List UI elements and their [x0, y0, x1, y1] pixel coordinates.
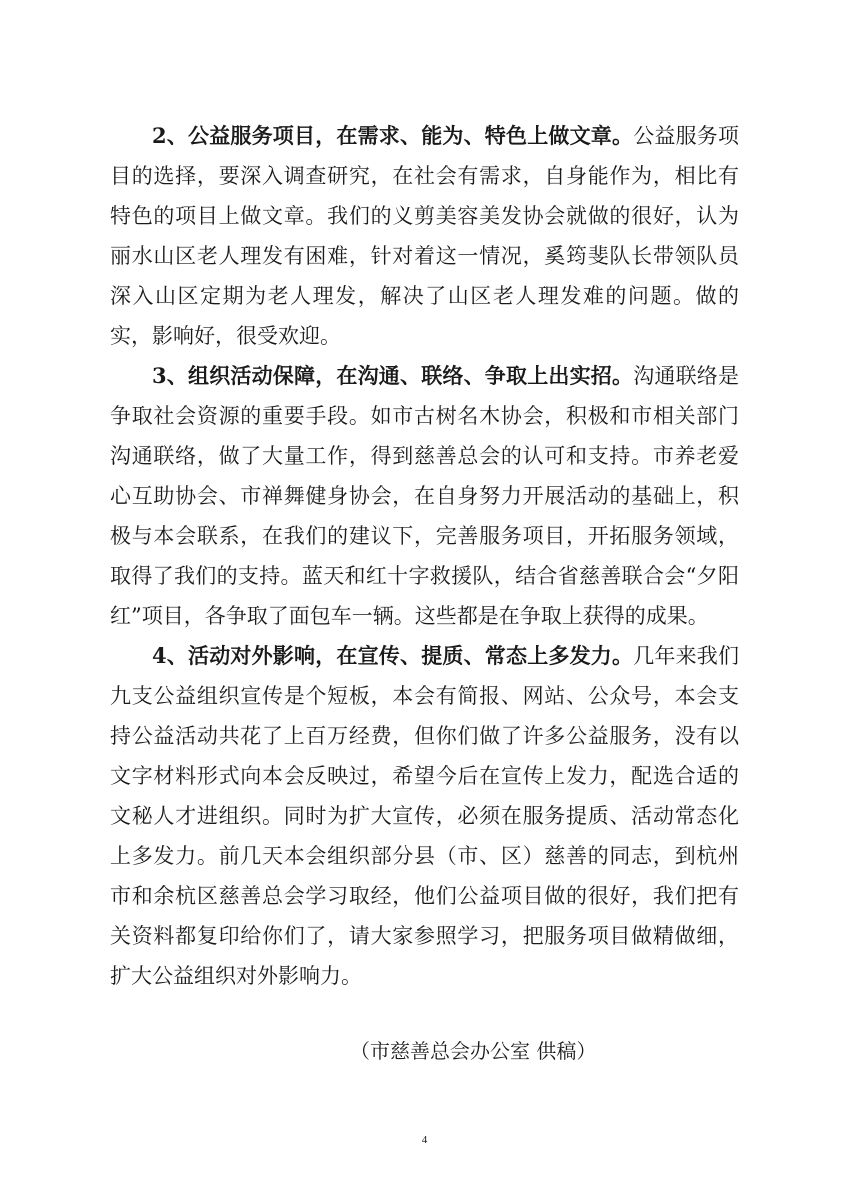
- paragraph-3: [110, 356, 739, 636]
- paragraph-3-text: 沟通联络是争取社会资源的重要手段。如市古树名木协会，积极和市相关部门沟通联络，做了大量工作，得到慈善总会的认可和支持。市养老爱心互助协会、市禅舞健身协会，在自身努力开展活动的基础上，积极与本会联系，在我们的建议下，完善服务项目，开拓服务领域，取得了我们的支持。蓝天和红十字救援队，结合省慈善联合会“夕阳红”项目，各争取了面包车一辆。这些都是在争取上获得的成果。: [110, 364, 739, 628]
- page-number: 4: [421, 1134, 428, 1146]
- paragraph-2-text: 公益服务项目的选择，要深入调查研究，在社会有需求，自身能作为，相比有特色的项目上做文章。我们的义剪美容美发协会就做的很好，认为丽水山区老人理发有困难，针对着这一情况，奚筠斐队长带领队员深入山区定期为老人理发，解决了山区老人理发难的问题。做的实，影响好，很受欢迎。: [110, 124, 739, 348]
- paragraph-4: [110, 636, 739, 996]
- paragraph-4-heading: 4、活动对外影响，在宣传、提质、常态上多发力。: [152, 643, 634, 668]
- body-text: [110, 116, 739, 996]
- source-attribution: （市慈善总会办公室 供稿）: [350, 1039, 597, 1063]
- paragraph-4-text: 几年来我们九支公益组织宣传是个短板，本会有简报、网站、公众号，本会支持公益活动共花了上百万经费，但你们做了许多公益服务，没有以文字材料形式向本会反映过，希望今后在宣传上发力，配选合适的文秘人才进组织。同时为扩大宣传，必须在服务提质、活动常态化上多发力。前几天本会组织部分县（市、区）慈善的同志，到杭州市和余杭区慈善总会学习取经，他们公益项目做的很好，我们把有关资料都复印给你们了，请大家参照学习，把服务项目做精做细，扩大公益组织对外影响力。: [110, 644, 739, 988]
- paragraph-2: [110, 116, 739, 356]
- paragraph-3-heading: 3、组织活动保障，在沟通、联络、争取上出实招。: [152, 363, 634, 388]
- paragraph-2-heading: 2、公益服务项目，在需求、能为、特色上做文章。: [152, 123, 634, 148]
